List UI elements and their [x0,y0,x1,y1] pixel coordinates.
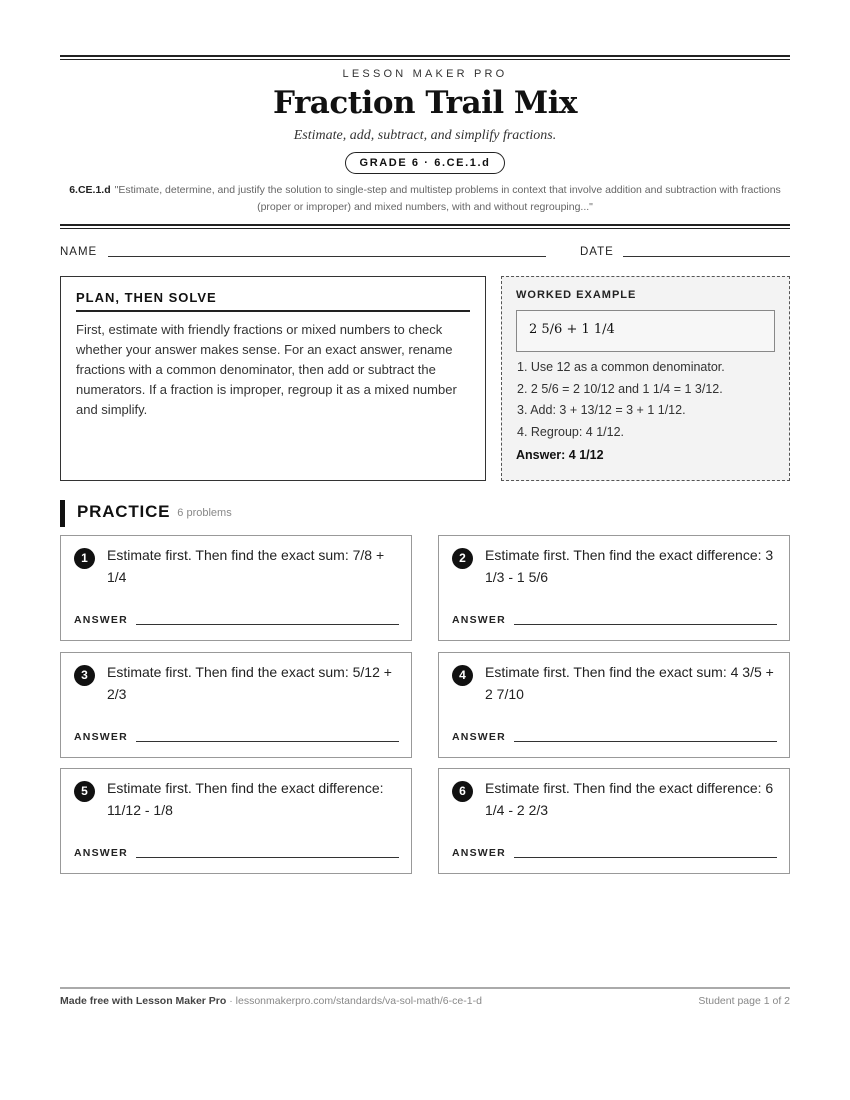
answer-label: ANSWER [452,731,506,743]
answer-label: ANSWER [74,847,128,859]
worked-example-step: 4. Regroup: 4 1/12. [517,424,625,439]
date-label: DATE [580,246,614,258]
problem-card-5 [60,768,412,874]
grade-badge-wrap [60,152,790,174]
footer-url[interactable]: · lessonmakerpro.com/standards/va-sol-math/6-ce-1-d [226,995,482,1007]
worked-example-answer: Answer: 4 1/12 [516,448,604,462]
answer-input-line[interactable] [514,857,777,858]
plan-then-solve-box [60,276,486,481]
problem-number-badge: 5 [74,781,95,802]
standard-description [60,182,790,215]
footer-rule [60,987,790,989]
worked-example-step: 1. Use 12 as a common denominator. [517,360,725,374]
practice-count: 6 problems [177,507,232,520]
answer-label: ANSWER [452,847,506,859]
answer-input-line[interactable] [136,857,399,858]
grade-badge: GRADE 6 · 6.CE.1.d [345,152,506,174]
standard-code: 6.CE.1.d [69,184,111,196]
problem-card-6 [438,768,790,874]
footer [60,995,790,1007]
problem-card-1 [60,535,412,641]
top-double-rule [60,55,790,60]
worked-example-box [501,276,790,481]
date-input-line[interactable] [623,256,790,257]
plan-heading: PLAN, THEN SOLVE [76,290,470,312]
worksheet-subtitle: Estimate, add, subtract, and simplify fractions. [293,128,557,143]
brand-name: LESSON MAKER PRO [342,68,508,80]
name-date-row [60,246,790,260]
worked-example-step: 3. Add: 3 + 13/12 = 3 + 1 1/12. [517,403,686,417]
worked-example-steps [516,357,775,443]
problem-card-4 [438,652,790,758]
footer-page-number: Student page 1 of 2 [698,995,790,1007]
problem-text: Estimate first. Then find the exact difference: 3 1/3 - 1 5/6 [485,547,774,585]
problem-card-2 [438,535,790,641]
problem-text: Estimate first. Then find the exact sum: 7/8 + 1/4 [107,547,385,585]
plan-text: First, estimate with friendly fractions or mixed numbers to check whether your answer makes sense. For an exact answer, rename fractions with a common denominator, then add or subtract the numerators. If a fraction is improper, regroup it as a mixed number and simplify. [76,322,457,417]
answer-label: ANSWER [74,614,128,626]
worked-example-step: 2. 2 5/6 = 2 10/12 and 1 1/4 = 1 3/12. [517,381,723,396]
answer-input-line[interactable] [514,624,777,625]
header-double-rule [60,224,790,229]
answer-input-line[interactable] [136,741,399,742]
problem-number-badge: 6 [452,781,473,802]
problem-text: Estimate first. Then find the exact difference: 6 1/4 - 2 2/3 [485,780,774,818]
answer-input-line[interactable] [514,741,777,742]
answer-label: ANSWER [452,614,506,626]
standard-text: "Estimate, determine, and justify the solution to single-step and multistep problems in context that involve addition and subtraction with fractions (proper or improper) and mixed numbers, with and without regrouping..." [114,184,781,213]
problem-text: Estimate first. Then find the exact sum: 5/12 + 2/3 [107,664,392,702]
answer-input-line[interactable] [136,624,399,625]
name-input-line[interactable] [108,256,546,257]
footer-made-with: Made free with Lesson Maker Pro [60,995,227,1007]
practice-title: PRACTICE [77,502,171,521]
problem-text: Estimate first. Then find the exact sum: 4 3/5 + 2 7/10 [485,664,774,702]
name-label: NAME [60,246,98,258]
worked-example-problem: 2 5/6 + 1 1/4 [516,310,775,352]
practice-heading [60,500,232,527]
answer-label: ANSWER [74,731,128,743]
problem-number-badge: 4 [452,665,473,686]
worked-example-heading: WORKED EXAMPLE [516,289,637,301]
worksheet-title: Fraction Trail Mix [272,85,577,121]
problem-text: Estimate first. Then find the exact difference: 11/12 - 1/8 [107,780,384,818]
problem-number-badge: 2 [452,548,473,569]
problem-number-badge: 1 [74,548,95,569]
problem-card-3 [60,652,412,758]
problem-number-badge: 3 [74,665,95,686]
